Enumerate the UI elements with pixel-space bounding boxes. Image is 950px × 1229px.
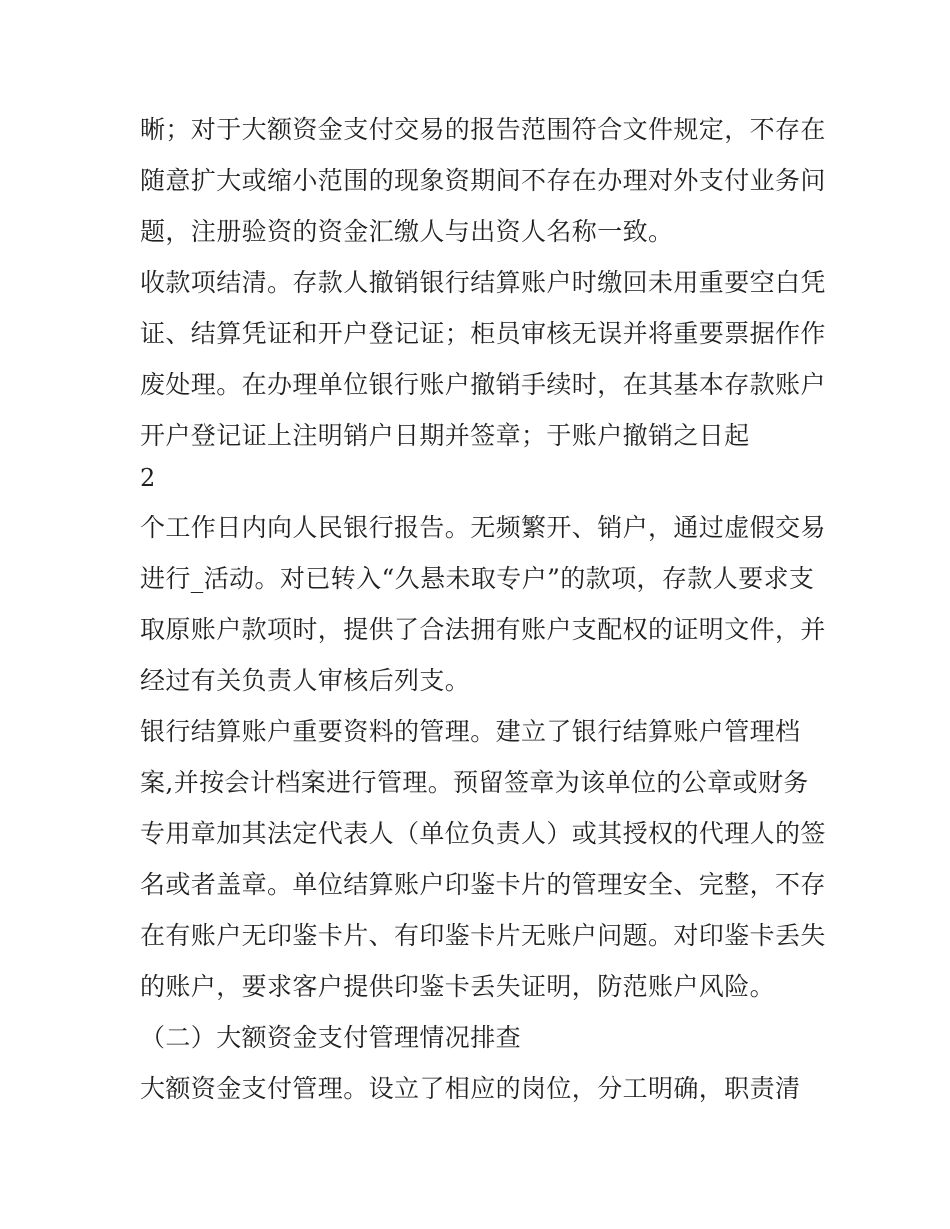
page-number: 2 xyxy=(140,464,156,492)
text-line: 的账户，要求客户提供印鉴卡丢失证明，防范账户风险。 xyxy=(140,972,776,1001)
text-line: 随意扩大或缩小范围的现象资期间不存在办理对外支付业务问 xyxy=(140,166,826,195)
text-line: 案,并按会计档案进行管理。预留签章为该单位的公章或财务 xyxy=(140,768,809,797)
text-line: 个工作日内向人民银行报告。无频繁开、销户，通过虚假交易 xyxy=(140,513,826,542)
text-line: 晰；对于大额资金支付交易的报告范围符合文件规定，不存在 xyxy=(140,115,826,144)
text-line: 银行结算账户重要资料的管理。建立了银行结算账户管理档 xyxy=(140,717,801,746)
text-line: 名或者盖章。单位结算账户印鉴卡片的管理安全、完整，不存 xyxy=(140,870,826,899)
text-line: 大额资金支付管理。设立了相应的岗位，分工明确，职责清 xyxy=(140,1074,801,1103)
text-line: 题，注册验资的资金汇缴人与出资人名称一致。 xyxy=(140,217,674,246)
text-line: 废处理。在办理单位银行账户撤销手续时，在其基本存款账户 xyxy=(140,370,826,399)
section-heading: （二）大额资金支付管理情况排查 xyxy=(140,1023,522,1052)
text-line: 经过有关负责人审核后列支。 xyxy=(140,666,471,695)
text-block-top xyxy=(140,104,826,461)
text-line: 在有账户无印鉴卡片、有印鉴卡片无账户问题。对印鉴卡丢失 xyxy=(140,921,826,950)
text-line: 开户登记证上注明销户日期并签章；于账户撤销之日起 xyxy=(140,421,750,450)
text-block-bottom xyxy=(140,502,826,1114)
text-line: 证、结算凭证和开户登记证；柜员审核无误并将重要票据作作 xyxy=(140,319,826,348)
text-line: 专用章加其法定代表人（单位负责人）或其授权的代理人的签 xyxy=(140,819,826,848)
text-line: 取原账户款项时，提供了合法拥有账户支配权的证明文件，并 xyxy=(140,615,826,644)
text-line: 收款项结清。存款人撤销银行结算账户时缴回未用重要空白凭 xyxy=(140,268,826,297)
text-line: 进行_活动。对已转入“久悬未取专户”的款项，存款人要求支 xyxy=(140,564,815,593)
